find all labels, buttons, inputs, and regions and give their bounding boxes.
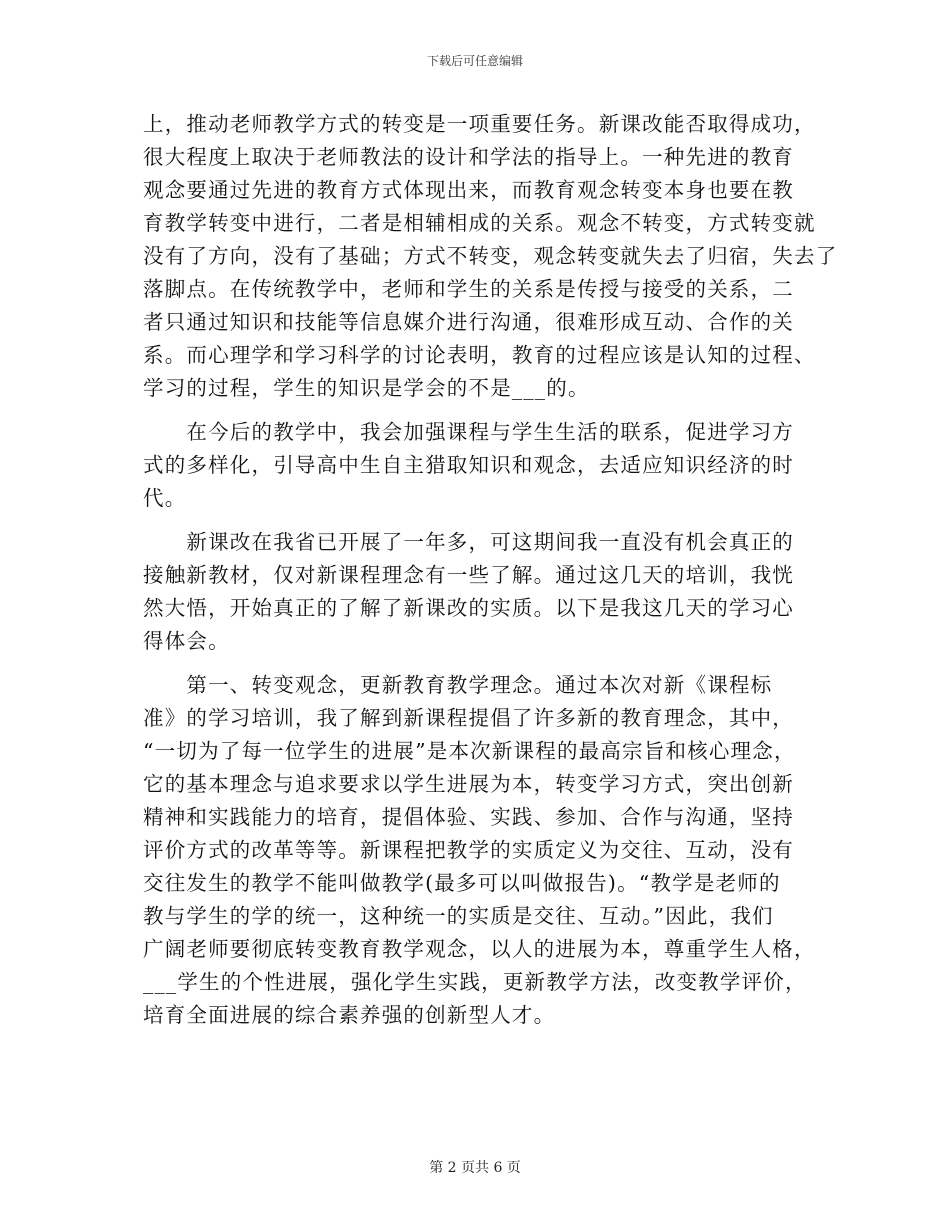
text-line: 它的基本理念与追求要求以学生进展为本，转变学习方式，突出创新 [143, 772, 794, 796]
page-footer: 第 2 页共 6 页 [429, 1160, 521, 1176]
text-line: ___学生的个性进展，强化学生实践，更新教学方法，改变教学评价， [143, 970, 807, 994]
text-line: 准》的学习培训，我了解到新课程提倡了许多新的教育理念，其中， [143, 706, 794, 730]
text-line: 在今后的教学中，我会加强课程与学生生活的联系，促进学习方 [143, 420, 794, 444]
text-line: “一切为了每一位学生的进展”是本次新课程的最高宗旨和核心理念， [143, 739, 796, 763]
text-line: 评价方式的改革等等。新课程把教学的实质定义为交往、互动，没有 [143, 838, 794, 862]
text-line: 学习的过程，学生的知识是学会的不是___的。 [143, 376, 590, 400]
text-line: 很大程度上取决于老师教法的设计和学法的指导上。一种先进的教育 [143, 145, 794, 169]
text-line: 培育全面进展的综合素养强的创新型人才。 [143, 1003, 556, 1027]
text-line: 者只通过知识和技能等信息媒介进行沟通，很难形成互动、合作的关 [143, 310, 794, 334]
page-header: 下载后可任意编辑 [426, 54, 523, 68]
text-line: 系。而心理学和学习科学的讨论表明，教育的过程应该是认知的过程、 [143, 343, 816, 367]
text-line: 观念要通过先进的教育方式体现出来，而教育观念转变本身也要在教 [143, 178, 794, 202]
text-line: 落脚点。在传统教学中，老师和学生的关系是传授与接受的关系，二 [143, 277, 794, 301]
text-line: 没有了方向，没有了基础；方式不转变，观念转变就失去了归宿，失去了 [143, 244, 838, 268]
text-line: 广阔老师要彻底转变教育教学观念，以人的进展为本，尊重学生人格， [143, 937, 816, 961]
paragraph [143, 108, 838, 405]
paragraph [143, 416, 808, 515]
text-line: 新课改在我省已开展了一年多，可这期间我一直没有机会真正的 [143, 530, 794, 554]
text-line: 式的多样化，引导高中生自主猎取知识和观念，去适应知识经济的时 [143, 453, 794, 477]
text-line: 然大悟，开始真正的了解了新课改的实质。以下是我这几天的学习心 [143, 596, 794, 620]
text-line: 教与学生的学的统一，这种统一的实质是交往、互动。”因此，我们 [143, 904, 774, 928]
text-line: 得体会。 [143, 629, 230, 653]
paragraph [143, 669, 816, 1032]
paragraph [143, 526, 808, 658]
text-line: 代。 [143, 486, 187, 510]
text-line: 育教学转变中进行，二者是相辅相成的关系。观念不转变，方式转变就 [143, 211, 816, 235]
text-line: 接触新教材，仅对新课程理念有一些了解。通过这几天的培训，我恍 [143, 563, 794, 587]
text-line: 上，推动老师教学方式的转变是一项重要任务。新课改能否取得成功， [143, 112, 816, 136]
text-line: 精神和实践能力的培育，提倡体验、实践、参加、合作与沟通，坚持 [143, 805, 794, 829]
document-body [143, 108, 838, 1032]
text-line: 第一、转变观念，更新教育教学理念。通过本次对新《课程标 [143, 673, 773, 697]
text-line: 交往发生的教学不能叫做教学(最多可以叫做报告)。“教学是老师的 [143, 871, 781, 895]
